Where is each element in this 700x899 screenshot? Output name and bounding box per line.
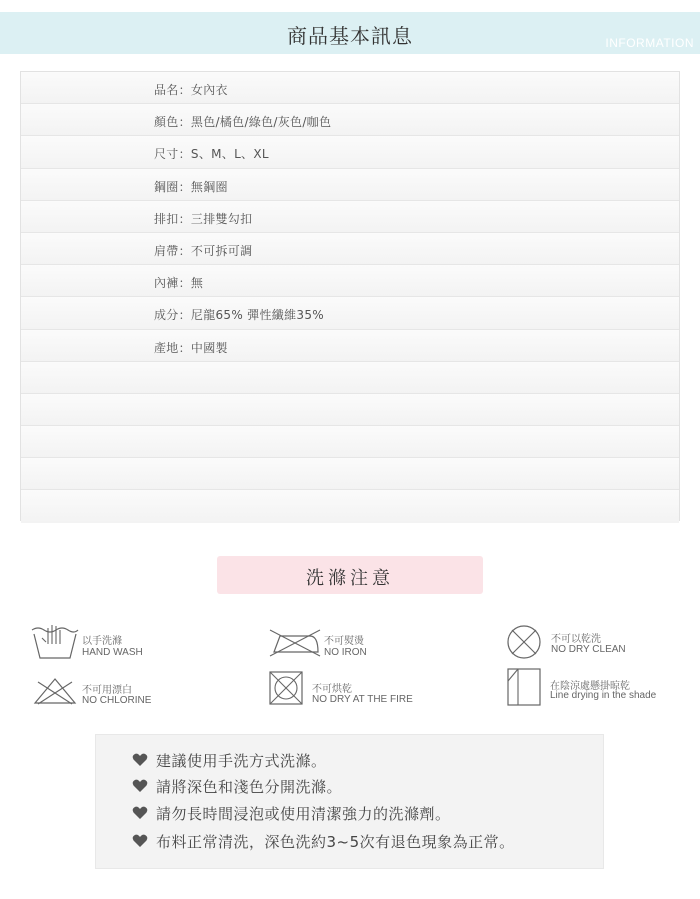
care-label-zh: 不可以乾洗	[551, 634, 601, 645]
info-row	[21, 297, 679, 329]
info-row	[21, 169, 679, 201]
info-size: 尺寸：S、M、L、XL	[154, 147, 269, 162]
info-color: 顏色：黑色/橘色/綠色/灰色/咖色	[154, 115, 332, 130]
tip-item	[132, 803, 451, 824]
tip-item	[132, 776, 342, 797]
care-item-no-tumble-dry	[268, 670, 438, 710]
care-label-zh: 在陰涼處懸掛晾乾	[550, 681, 630, 692]
info-origin: 產地：中國製	[154, 340, 228, 355]
care-label-en: NO DRY CLEAN	[551, 644, 626, 655]
info-hooks: 排扣：三排雙勾扣	[154, 211, 253, 226]
tip-text: 布料正常清洗，深色洗約3~5次有退色現象為正常。	[156, 833, 515, 851]
tip-item	[132, 750, 327, 771]
no-iron-icon	[268, 628, 322, 658]
info-row	[21, 490, 679, 522]
tip-text: 請將深色和淺色分開洗滌。	[156, 778, 343, 796]
care-item-no-chlorine	[32, 676, 192, 708]
info-row	[21, 233, 679, 265]
no-dry-clean-icon	[506, 624, 542, 660]
care-label-en: NO DRY AT THE FIRE	[312, 694, 413, 705]
care-label-en: HAND WASH	[82, 647, 143, 658]
care-label-zh: 不可烘乾	[312, 684, 352, 695]
info-row	[21, 72, 679, 104]
hand-wash-icon	[30, 622, 80, 662]
page-title: 商品基本訊息	[287, 24, 413, 48]
info-row	[21, 362, 679, 394]
line-dry-shade-icon	[506, 667, 542, 707]
info-row	[21, 458, 679, 490]
care-label-zh: 不可用漂白	[82, 685, 132, 696]
care-item-no-iron	[268, 628, 428, 662]
tip-text: 請勿長時間浸泡或使用清潔強力的洗滌劑。	[156, 805, 451, 823]
info-row	[21, 136, 679, 168]
tip-text: 建議使用手洗方式洗滌。	[156, 752, 327, 770]
info-material: 成分：尼龍65% 彈性纖維35%	[154, 308, 324, 323]
care-title: 洗滌注意	[306, 568, 394, 589]
heart-icon	[132, 834, 148, 848]
header-bar	[0, 12, 700, 54]
info-underwire: 鋼圈：無鋼圈	[154, 179, 228, 194]
care-label-en: NO CHLORINE	[82, 695, 152, 706]
no-chlorine-icon	[32, 676, 78, 706]
heart-icon	[132, 806, 148, 820]
heart-icon	[132, 779, 148, 793]
care-item-line-dry-shade	[506, 667, 686, 709]
tip-item	[132, 831, 515, 852]
care-label-zh: 以手洗滌	[82, 636, 122, 647]
no-tumble-dry-icon	[268, 670, 304, 706]
info-row	[21, 394, 679, 426]
care-label-en: NO IRON	[324, 647, 367, 658]
page-subtitle: INFORMATION	[605, 36, 694, 50]
care-title-box	[217, 556, 483, 594]
heart-icon	[132, 753, 148, 767]
info-straps: 肩帶：不可拆可調	[154, 243, 253, 258]
info-row	[21, 104, 679, 136]
care-label-zh: 不可熨燙	[324, 636, 364, 647]
info-row	[21, 265, 679, 297]
care-label-en: Line drying in the shade	[550, 690, 657, 701]
info-row	[21, 201, 679, 233]
info-name: 品名：女內衣	[154, 83, 228, 97]
care-item-no-dry-clean	[506, 624, 656, 660]
info-row	[21, 426, 679, 458]
info-row	[21, 330, 679, 362]
care-item-hand-wash	[30, 622, 200, 662]
product-info-table	[20, 71, 680, 521]
washing-tips-box	[95, 734, 604, 869]
info-briefs: 內褲：無	[154, 276, 204, 291]
